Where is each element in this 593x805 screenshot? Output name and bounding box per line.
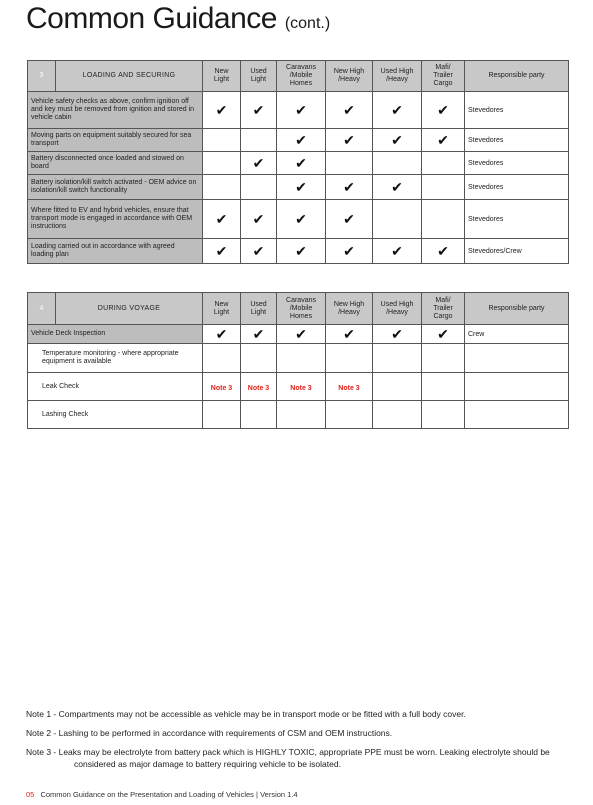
check-icon: ✔ <box>252 211 265 227</box>
row-cell <box>326 373 373 401</box>
row-cell <box>203 92 241 129</box>
page-footer <box>26 790 298 799</box>
row-cell <box>326 325 373 344</box>
check-icon: ✔ <box>215 326 228 342</box>
row-cell <box>326 129 373 152</box>
note-3: Note 3 - Leaks may be electrolyte from battery pack which is HIGHLY TOXIC, appropriate PPE must be worn. Leaking electrolyte should be considered as major damage to battery requiring vehicle to be isolated. <box>26 747 550 769</box>
check-icon: ✔ <box>391 132 403 148</box>
column-header-new-light: New Light <box>203 293 241 325</box>
row-cell <box>203 373 241 401</box>
during-voyage-table <box>27 292 569 429</box>
table-row <box>28 401 569 429</box>
column-header-used-light: Used Light <box>241 293 277 325</box>
row-cell <box>203 175 241 200</box>
row-cell <box>373 344 422 373</box>
row-cell <box>277 325 326 344</box>
table-row <box>28 175 569 200</box>
responsible-party: Stevedores <box>465 92 569 129</box>
row-description: Vehicle Deck Inspection <box>28 325 203 344</box>
check-icon: ✔ <box>391 326 403 342</box>
row-cell <box>277 373 326 401</box>
row-cell <box>373 239 422 264</box>
check-icon: ✔ <box>215 211 228 227</box>
row-cell <box>422 175 465 200</box>
row-cell <box>241 401 277 429</box>
row-description: Loading carried out in accordance with agreed loading plan <box>28 239 203 264</box>
check-icon: ✔ <box>391 243 403 259</box>
section-number: 3 <box>28 61 56 92</box>
row-cell <box>373 152 422 175</box>
row-cell <box>326 239 373 264</box>
row-cell <box>203 344 241 373</box>
row-cell <box>277 175 326 200</box>
row-cell <box>203 129 241 152</box>
section-title: DURING VOYAGE <box>56 293 203 325</box>
row-cell <box>203 325 241 344</box>
row-cell <box>241 152 277 175</box>
table-row <box>28 344 569 373</box>
responsible-party <box>465 373 569 401</box>
check-icon: ✔ <box>391 179 403 195</box>
column-header-new-high-heavy: New High /Heavy <box>326 61 373 92</box>
check-icon: ✔ <box>437 132 449 148</box>
row-cell <box>326 200 373 239</box>
check-icon: ✔ <box>215 102 228 118</box>
check-icon: ✔ <box>295 155 307 171</box>
responsible-party <box>465 344 569 373</box>
responsible-party: Crew <box>465 325 569 344</box>
row-cell <box>422 401 465 429</box>
check-icon: ✔ <box>391 102 403 118</box>
column-header-caravans: Caravans /Mobile Homes <box>277 61 326 92</box>
check-icon: ✔ <box>295 132 307 148</box>
check-icon: ✔ <box>437 102 449 118</box>
row-cell <box>241 373 277 401</box>
row-cell <box>373 92 422 129</box>
column-header-mafi-trailer: Mafi/ Trailer Cargo <box>422 61 465 92</box>
notes <box>26 708 571 777</box>
note-2: Note 2 - Lashing to be performed in accordance with requirements of CSM and OEM instructions. <box>26 728 393 738</box>
row-cell <box>203 401 241 429</box>
check-icon: ✔ <box>437 326 449 342</box>
responsible-party: Stevedores <box>465 175 569 200</box>
check-icon: ✔ <box>252 155 265 171</box>
row-cell <box>241 200 277 239</box>
row-cell <box>326 344 373 373</box>
table-row <box>28 152 569 175</box>
note-reference: Note 3 <box>338 384 360 392</box>
footer-separator: | <box>256 790 258 799</box>
row-cell <box>277 401 326 429</box>
row-cell <box>203 239 241 264</box>
row-cell <box>422 325 465 344</box>
row-cell <box>373 325 422 344</box>
section-title: LOADING AND SECURING <box>56 61 203 92</box>
row-cell <box>277 152 326 175</box>
row-cell <box>241 92 277 129</box>
row-cell <box>277 344 326 373</box>
row-cell <box>241 344 277 373</box>
check-icon: ✔ <box>295 211 307 227</box>
row-cell <box>373 200 422 239</box>
note-reference: Note 3 <box>247 384 270 392</box>
page-number: 05 <box>26 790 35 799</box>
row-cell <box>422 200 465 239</box>
check-icon: ✔ <box>215 243 228 259</box>
responsible-party <box>465 401 569 429</box>
row-cell <box>241 129 277 152</box>
check-icon: ✔ <box>437 243 449 259</box>
page-title <box>26 2 330 36</box>
row-cell <box>422 344 465 373</box>
row-description: Lashing Check <box>28 401 203 429</box>
row-cell <box>373 401 422 429</box>
column-header-caravans: Caravans /Mobile Homes <box>277 293 326 325</box>
table-row <box>28 129 569 152</box>
section-number: 4 <box>28 293 56 325</box>
page-title-suffix: (cont.) <box>284 15 331 32</box>
responsible-party: Stevedores/Crew <box>465 239 569 264</box>
row-cell <box>422 129 465 152</box>
check-icon: ✔ <box>295 326 307 342</box>
check-icon: ✔ <box>343 326 355 342</box>
loading-securing-table <box>27 60 569 264</box>
responsible-party: Stevedores <box>465 200 569 239</box>
table-row <box>28 325 569 344</box>
row-cell <box>277 239 326 264</box>
row-cell <box>373 175 422 200</box>
footer-version: Version 1.4 <box>260 790 298 799</box>
row-description: Vehicle safety checks as above, confirm ignition off and key must be removed from ignition and stored in vehicle cabin <box>28 92 203 129</box>
column-header-new-light: New Light <box>203 61 241 92</box>
row-cell <box>277 92 326 129</box>
section-rows <box>28 92 569 264</box>
row-cell <box>277 129 326 152</box>
row-cell <box>373 373 422 401</box>
check-icon: ✔ <box>252 102 265 118</box>
check-icon: ✔ <box>252 243 265 259</box>
column-header-used-high-heavy: Used High /Heavy <box>373 293 422 325</box>
column-header-mafi-trailer: Mafi/ Trailer Cargo <box>422 293 465 325</box>
row-cell <box>422 239 465 264</box>
note-reference: Note 3 <box>210 384 233 392</box>
row-description: Moving parts on equipment suitably secured for sea transport <box>28 129 203 152</box>
row-cell <box>422 152 465 175</box>
row-description: Battery disconnected once loaded and stowed on board <box>28 152 203 175</box>
row-description: Battery isolation/kill switch activated - OEM advice on isolation/kill switch functionality <box>28 175 203 200</box>
row-description: Where fitted to EV and hybrid vehicles, ensure that transport mode is engaged in accordance with OEM instructions <box>28 200 203 239</box>
check-icon: ✔ <box>295 179 307 195</box>
column-header-used-high-heavy: Used High /Heavy <box>373 61 422 92</box>
check-icon: ✔ <box>252 326 265 342</box>
row-cell <box>326 92 373 129</box>
row-cell <box>373 129 422 152</box>
column-header-used-light: Used Light <box>241 61 277 92</box>
check-icon: ✔ <box>295 102 307 118</box>
row-cell <box>203 200 241 239</box>
row-cell <box>241 325 277 344</box>
responsible-party: Stevedores <box>465 152 569 175</box>
check-icon: ✔ <box>343 211 355 227</box>
table-row <box>28 373 569 401</box>
row-cell <box>326 401 373 429</box>
responsible-party: Stevedores <box>465 129 569 152</box>
row-cell <box>203 152 241 175</box>
footer-text: Common Guidance on the Presentation and Loading of Vehicles <box>40 790 254 799</box>
row-cell <box>422 92 465 129</box>
row-cell <box>241 175 277 200</box>
column-header-responsible-party: Responsible party <box>465 293 569 325</box>
row-cell <box>241 239 277 264</box>
column-header-new-high-heavy: New High /Heavy <box>326 293 373 325</box>
table-row <box>28 239 569 264</box>
column-header-responsible-party: Responsible party <box>465 61 569 92</box>
check-icon: ✔ <box>343 102 355 118</box>
row-cell <box>422 373 465 401</box>
note-1: Note 1 - Compartments may not be accessible as vehicle may be in transport mode or be fitted with a full body cover. <box>26 709 466 719</box>
page-title-text: Common Guidance <box>26 2 277 35</box>
check-icon: ✔ <box>343 179 355 195</box>
note-reference: Note 3 <box>290 384 312 392</box>
check-icon: ✔ <box>343 132 355 148</box>
row-cell <box>326 175 373 200</box>
table-row <box>28 200 569 239</box>
table-row <box>28 92 569 129</box>
check-icon: ✔ <box>343 243 355 259</box>
row-cell <box>277 200 326 239</box>
check-icon: ✔ <box>295 243 307 259</box>
row-description: Leak Check <box>28 373 203 401</box>
section-rows <box>28 325 569 429</box>
row-cell <box>326 152 373 175</box>
row-description: Temperature monitoring - where appropriate equipment is available <box>28 344 203 373</box>
